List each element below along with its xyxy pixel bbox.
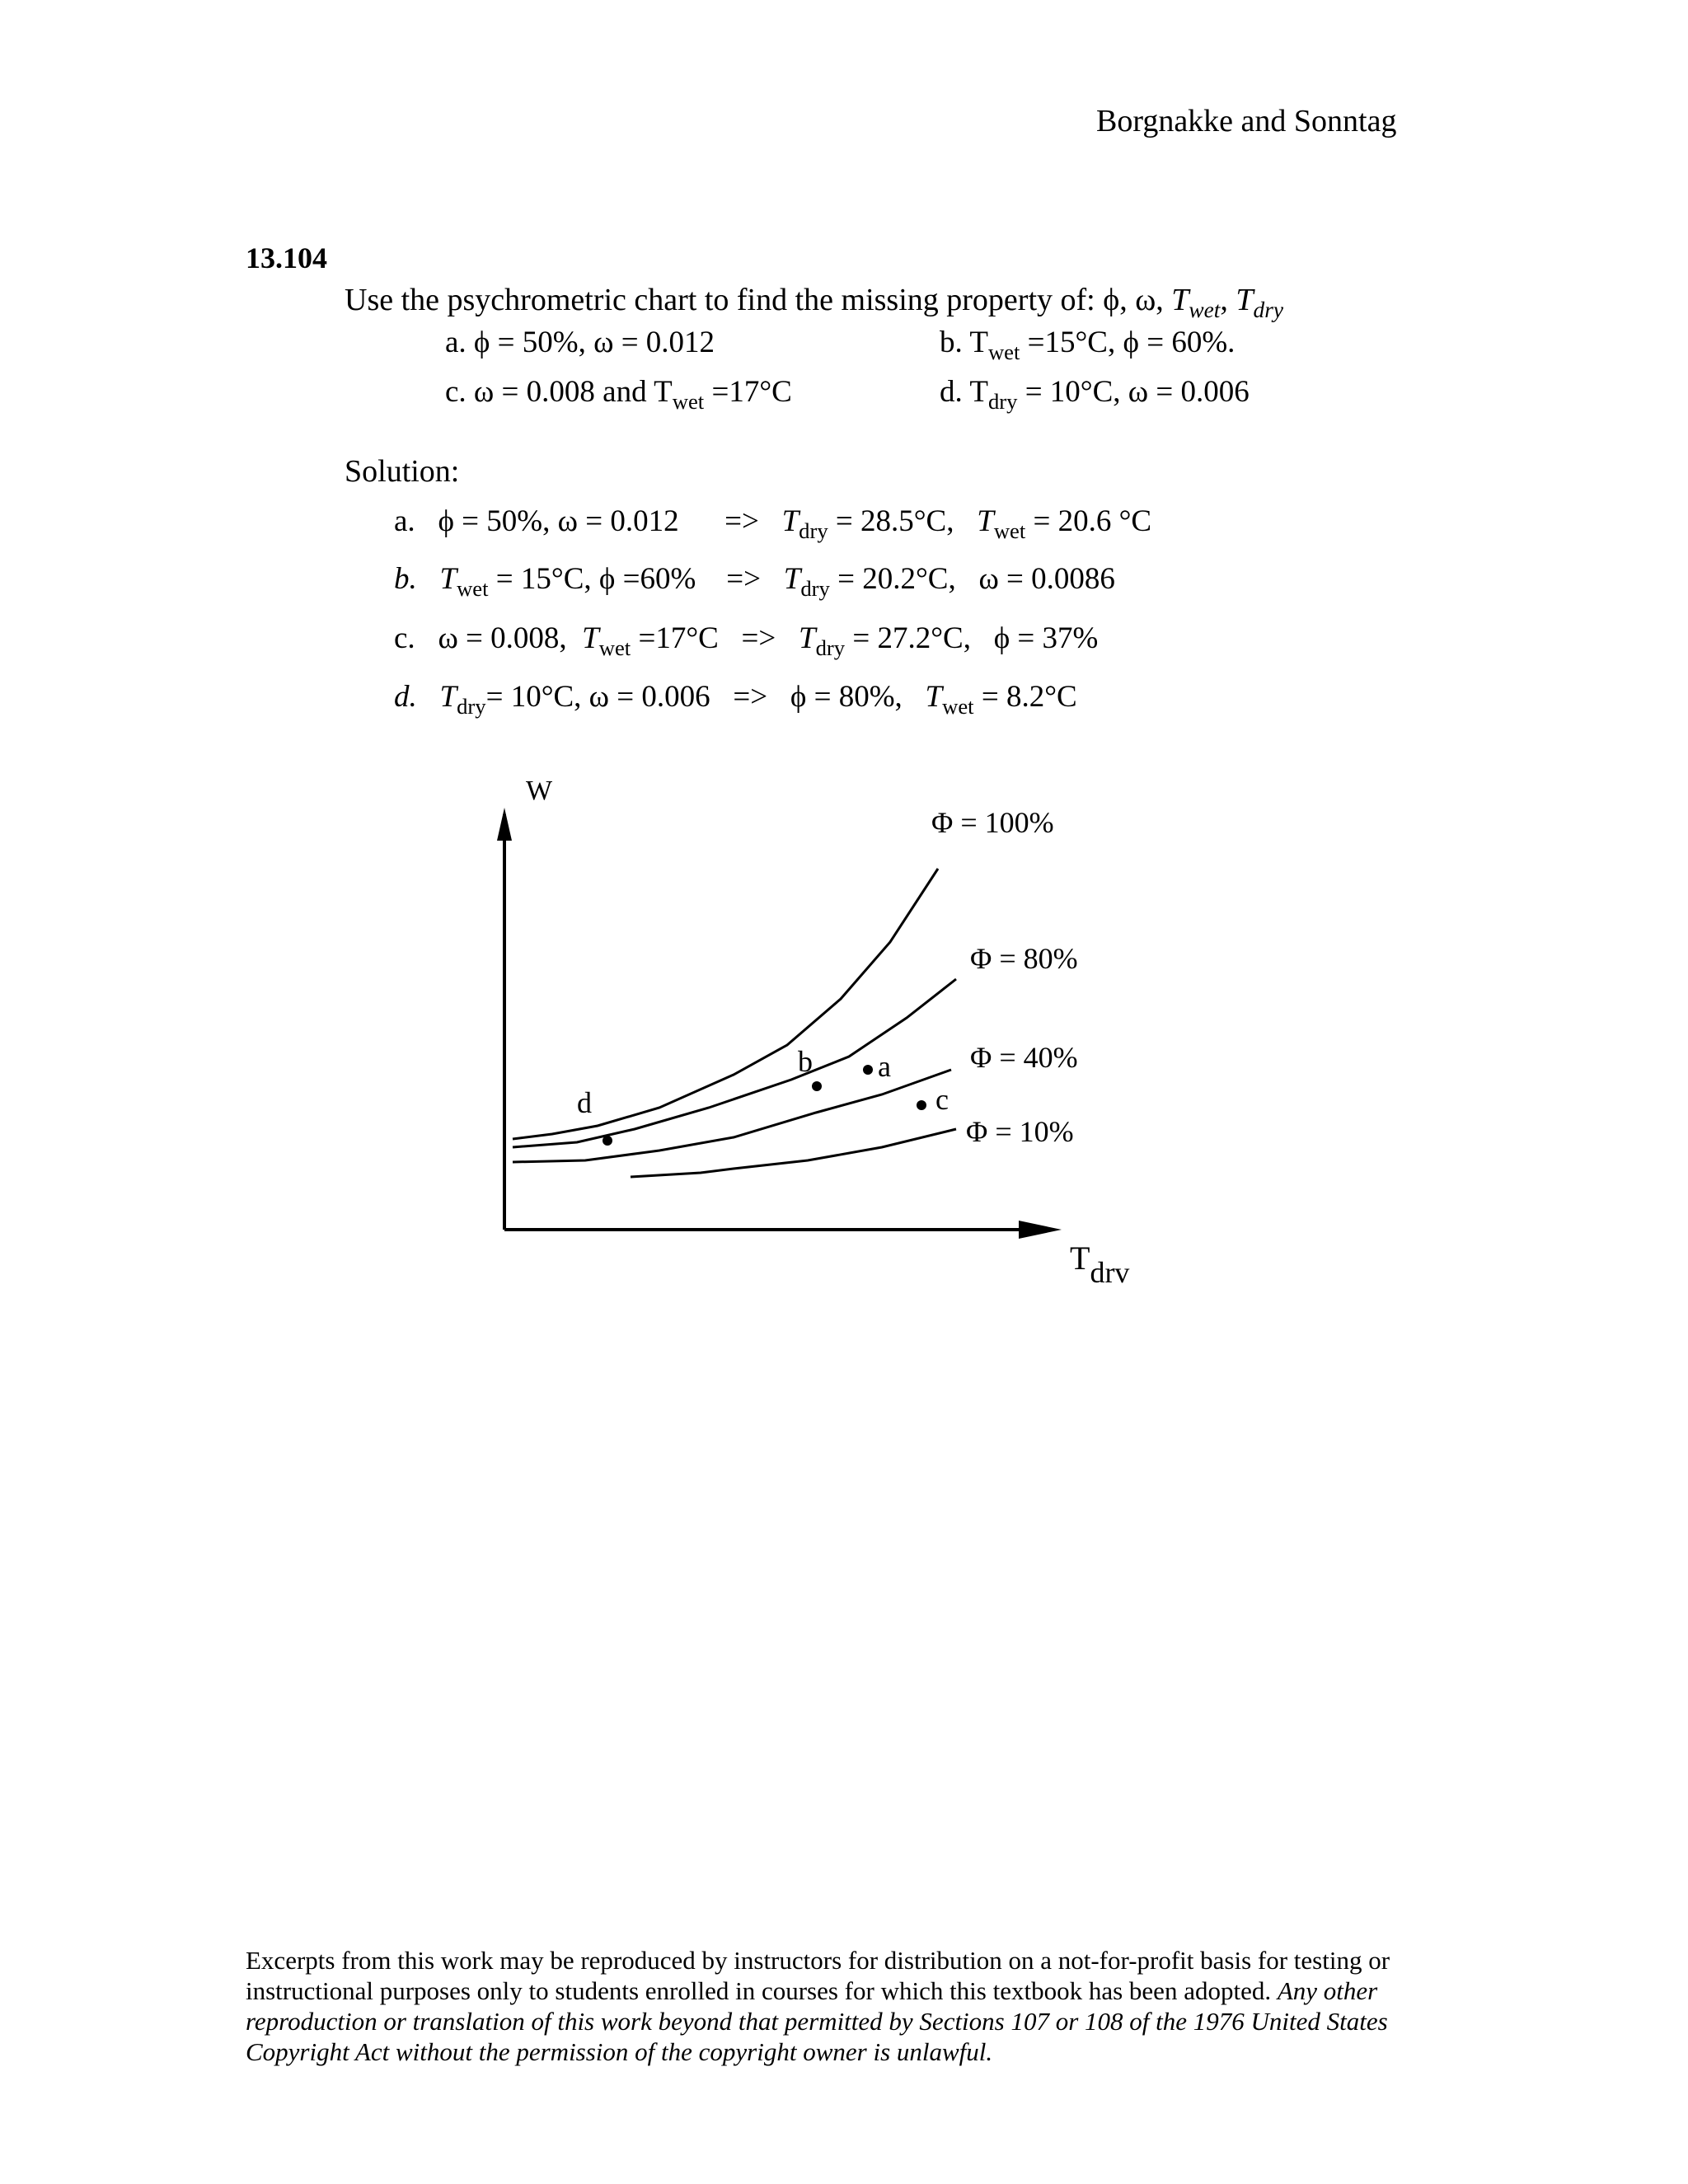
copyright-footer <box>246 1945 1424 2067</box>
page-header-authors: Borgnakke and Sonntag <box>1096 104 1397 138</box>
solution-a: a. ϕ = 50%, ω = 0.012 => $T_{dry} = 28.5^\circ C$, $T_{wet} = 20.6$ °C <box>394 504 1152 543</box>
point-c <box>917 1100 926 1110</box>
solution-c: c. ω = 0.008, $T_{wet} =17^\circ C$ => $T_{dry} = 27.2^\circ C$, ϕ = 37% <box>394 621 1099 660</box>
solution-d: d. $T_{dry}= 10^\circ C$, ω = 0.006 => ϕ = 80%, $T_{wet} = 8.2^\circ C$ <box>394 680 1077 719</box>
point-a <box>863 1065 873 1075</box>
curve-label-phi-10: Φ = 10% <box>966 1115 1074 1148</box>
given-c: c. ω = 0.008 and $T_{wet} =17^\circ C$ <box>445 375 792 414</box>
statement-twet: $T_{wet}$ <box>1171 283 1221 322</box>
statement-separator: , <box>1220 283 1236 317</box>
given-d: d. $T_{dry} = 10^\circ C$, ω = 0.006 <box>940 375 1250 414</box>
point-label-a: a <box>878 1050 891 1083</box>
solution-b: b. $T_{wet} = 15^\circ C$, ϕ =60% => $T_{dry} = 20.2^\circ C$, ω = 0.0086 <box>394 562 1115 601</box>
psychrometric-sketch <box>462 766 1203 1302</box>
point-label-b: b <box>798 1045 813 1078</box>
footer-italic-text: Any other reproduction or translation of this work beyond that permitted by Sections 107 or 108 of the 1976 United States Copyright Act without the permission of the copyright owner is unlawful. <box>246 1976 1388 2066</box>
solution-label: Solution: <box>345 454 460 489</box>
x-axis-label: Tdrv <box>1070 1240 1130 1289</box>
curve-phi-10 <box>631 1129 956 1177</box>
y-axis-label: W <box>526 776 553 806</box>
statement-text: Use the psychrometric chart to find the missing property of: ϕ, ω, <box>345 283 1172 317</box>
point-d <box>603 1136 612 1146</box>
point-label-d: d <box>577 1086 592 1119</box>
given-a: a. ϕ = 50%, ω = 0.012 <box>445 326 715 359</box>
curve-label-phi-80: Φ = 80% <box>970 942 1078 975</box>
problem-statement <box>345 282 1283 322</box>
footer-text: Excerpts from this work may be reproduced by instructors for distribution on a not-for-profit basis for testing or instructional purposes only to students enrolled in courses for which this textbook has been adopted. <box>246 1946 1390 2005</box>
given-b: b. $T_{wet} =15^\circ C$, ϕ = 60%. <box>940 326 1236 364</box>
problem-number: 13.104 <box>246 241 327 274</box>
point-b <box>812 1081 822 1091</box>
statement-tdry: $T_{dry}$ <box>1236 283 1283 322</box>
curve-label-phi-40: Φ = 40% <box>970 1041 1078 1074</box>
curve-label-phi-100: Φ = 100% <box>931 806 1054 839</box>
y-axis-arrowhead <box>497 808 512 841</box>
point-label-c: c <box>935 1083 949 1116</box>
x-axis-arrowhead <box>1019 1221 1062 1239</box>
